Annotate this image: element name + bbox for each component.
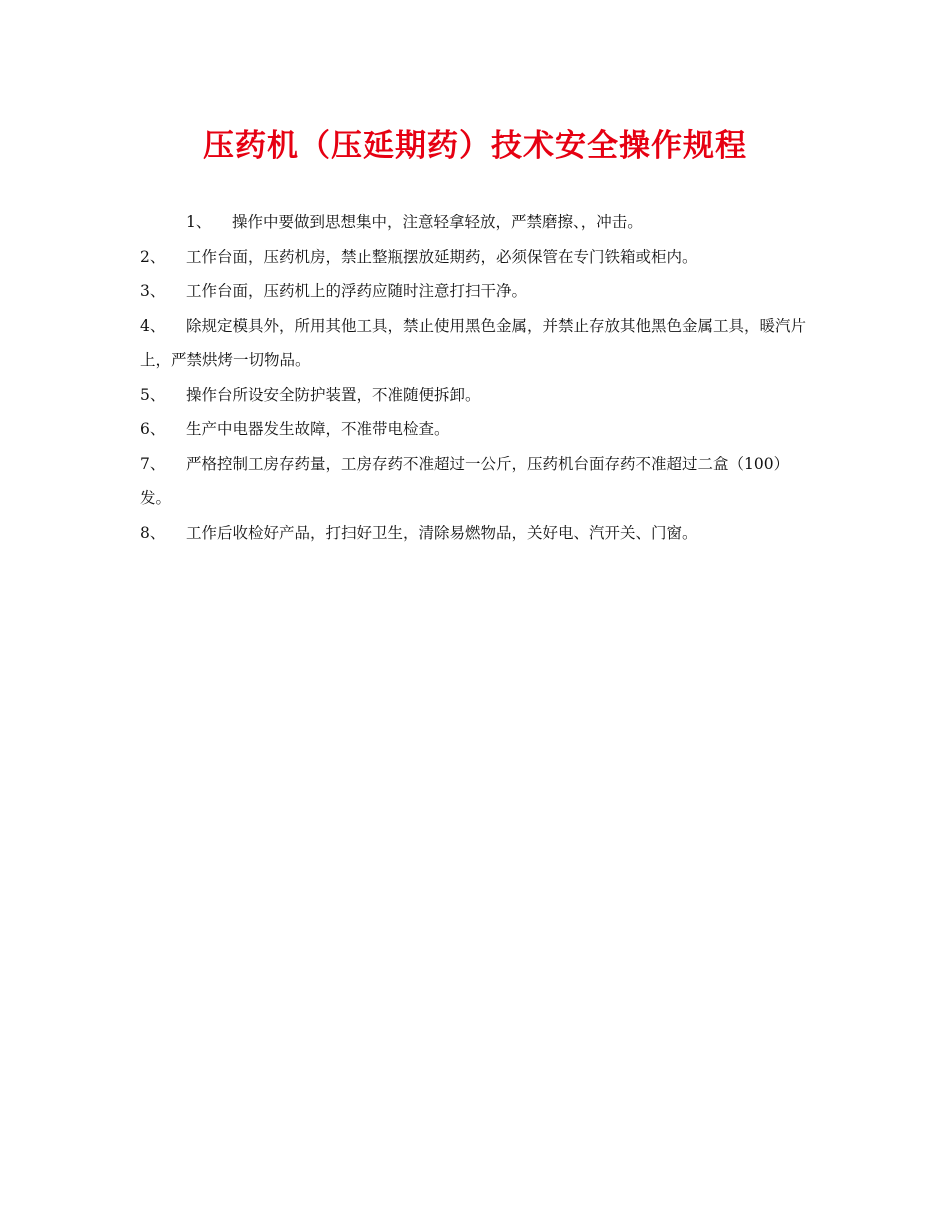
rule-item-2 [140, 240, 815, 275]
rule-item-8 [140, 516, 815, 551]
rule-number: 4、 [140, 316, 166, 335]
rule-text: 操作中要做到思想集中，注意轻拿轻放，严禁磨擦、，冲击。 [232, 213, 643, 231]
rule-item-7 [140, 447, 815, 516]
rules-list [140, 205, 815, 550]
rule-item-5 [140, 378, 815, 413]
rule-number: 8、 [140, 523, 166, 542]
rule-text: 工作后收检好产品，打扫好卫生，清除易燃物品，关好电、汽开关、门窗。 [186, 523, 698, 542]
rule-text: 工作台面，压药机上的浮药应随时注意打扫干净。 [186, 282, 528, 300]
rule-text: 严格控制工房存药量，工房存药不准超过一公斤，压药机台面存药不准超过二盒（100）发。 [140, 454, 790, 507]
document-title: 压药机（压延期药）技术安全操作规程 [203, 128, 747, 164]
rule-text: 操作台所设安全防护装置，不准随便拆卸。 [186, 385, 481, 404]
rule-number: 2、 [140, 247, 166, 266]
rule-item-1 [140, 205, 815, 240]
rule-item-3 [140, 274, 815, 309]
rule-number: 7、 [140, 454, 166, 473]
rule-text: 工作台面，压药机房，禁止整瓶摆放延期药，必须保管在专门铁箱或柜内。 [186, 247, 698, 266]
rule-item-4 [140, 309, 815, 378]
rule-text: 除规定模具外，所用其他工具，禁止使用黑色金属，并禁止存放其他黑色金属工具，暖汽片上，严禁烘烤一切物品。 [140, 316, 807, 369]
rule-text: 生产中电器发生故障，不准带电检查。 [186, 420, 450, 438]
rule-item-6 [140, 412, 815, 447]
rule-number: 6、 [140, 420, 166, 438]
rule-number: 3、 [140, 282, 166, 300]
rule-number: 5、 [140, 385, 166, 404]
rule-number: 1、 [186, 213, 212, 231]
